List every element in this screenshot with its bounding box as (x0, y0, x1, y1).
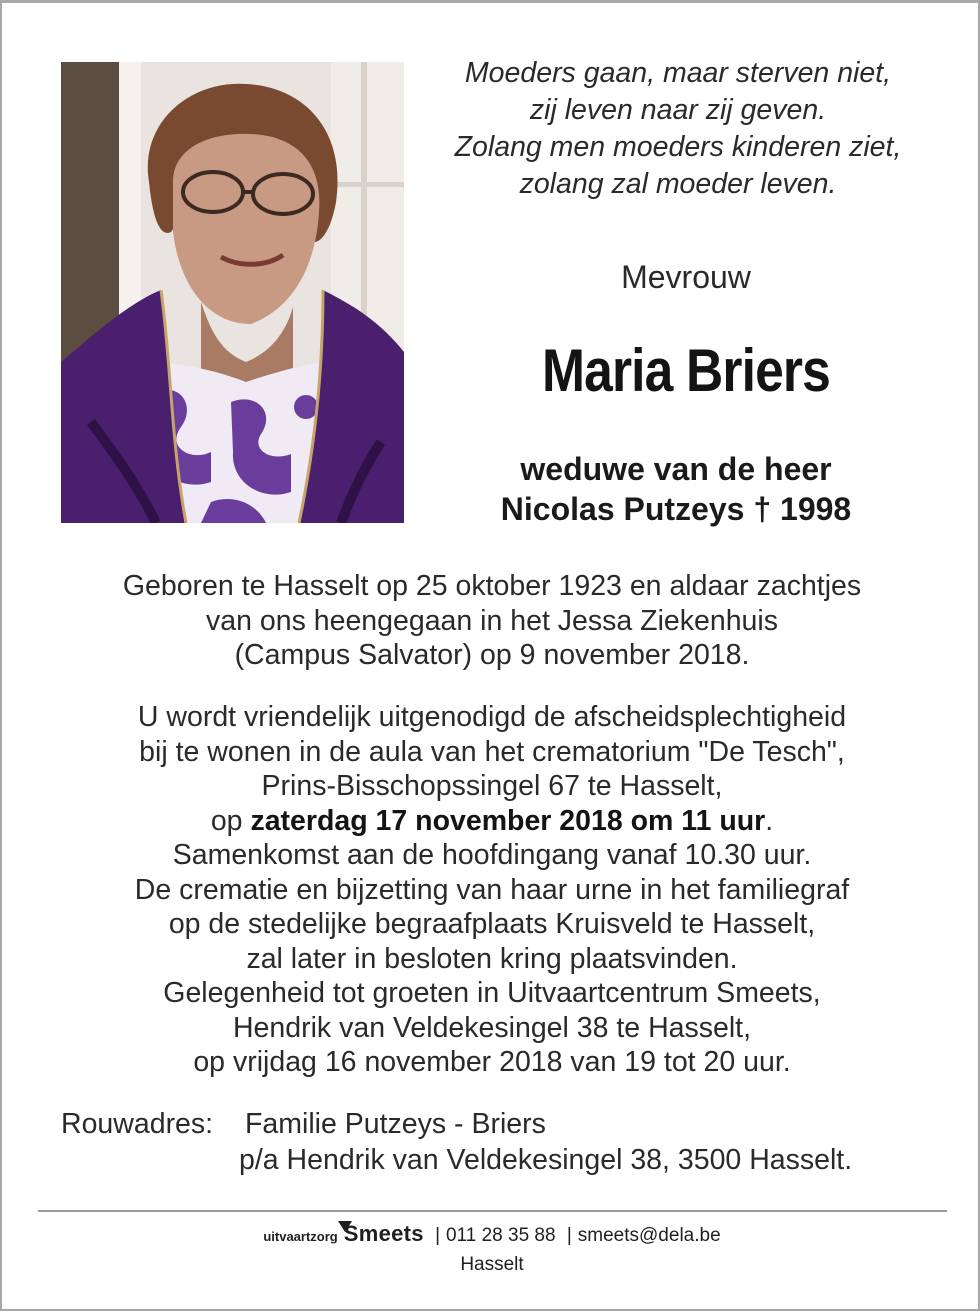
invitation-line: Hendrik van Veldekesingel 38 te Hasselt, (232, 1011, 752, 1044)
funeral-home-footer (2, 1219, 980, 1278)
poem-line: Moeders gaan, maar sterven niet, (464, 57, 892, 89)
invitation-line: Samenkomst aan de hoofdingang vanaf 10.30 uur. (172, 839, 812, 871)
poem-line: Zolang men moeders kinderen ziet, (454, 131, 902, 163)
invitation-line: Prins-Bisschopssingel 67 te Hasselt, (261, 770, 723, 802)
footer-contact-line (2, 1219, 980, 1252)
spouse-info (390, 449, 962, 529)
address-row (61, 1106, 941, 1142)
spouse-line: Nicolas Putzeys † 1998 (500, 491, 852, 527)
spouse-line: weduwe van de heer (520, 451, 832, 487)
separator: | (566, 1225, 572, 1246)
portrait-illustration (61, 62, 404, 523)
address-family: Familie Putzeys - Briers (245, 1108, 546, 1140)
invitation-line: Gelegenheid tot groeten in Uitvaartcentrum Smeets, (163, 977, 821, 1009)
ceremony-suffix: . (765, 804, 774, 837)
poem-line: zij leven naar zij geven. (529, 94, 827, 126)
footer-city: Hasselt (460, 1254, 524, 1275)
birth-line: Geboren te Hasselt op 25 oktober 1923 en aldaar zachtjes (122, 570, 862, 602)
portrait-photo (61, 62, 404, 523)
brand-name: Smeets (343, 1221, 424, 1246)
deceased-name: Maria Briers (542, 337, 830, 404)
address-street: p/a Hendrik van Veldekesingel 38, 3500 Hasselt. (239, 1144, 853, 1176)
birth-line: van ons heengegaan in het Jessa Ziekenhuis (206, 604, 778, 637)
honorific: Mevrouw (621, 259, 751, 295)
triangle-marker-icon (338, 1221, 352, 1232)
invitation-line: op vrijdag 16 november 2018 van 19 tot 20 uur. (193, 1046, 791, 1078)
divider (38, 1210, 947, 1212)
ceremony-date: zaterdag 17 november 2018 om 11 uur (250, 804, 766, 837)
poem-line: zolang zal moeder leven. (519, 168, 837, 200)
birth-death-paragraph (42, 569, 942, 673)
ceremony-prefix: op (210, 804, 251, 837)
invitation-line: zal later in besloten kring plaatsvinden. (246, 942, 738, 975)
footer-phone[interactable]: 011 28 35 88 (446, 1225, 556, 1246)
invitation-line: bij te wonen in de aula van het crematorium "De Tesch", (139, 735, 845, 768)
footer-email[interactable]: smeets@dela.be (577, 1225, 721, 1246)
separator: | (435, 1225, 441, 1246)
mourning-address (61, 1106, 941, 1178)
address-label: Rouwadres: (61, 1108, 214, 1140)
invitation-line: U wordt vriendelijk uitgenodigd de afscheidsplechtigheid (137, 701, 847, 733)
brand-prefix: uitvaartzorg (263, 1229, 338, 1244)
birth-line: (Campus Salvator) op 9 november 2018. (234, 639, 750, 671)
invitation-line: op de stedelijke begraafplaats Kruisveld te Hasselt, (168, 908, 816, 940)
ceremony-date-line (42, 804, 942, 839)
invitation-paragraph (42, 700, 942, 1080)
invitation-line: De crematie en bijzetting van haar urne in het familiegraf (134, 873, 850, 906)
poem (408, 55, 948, 203)
